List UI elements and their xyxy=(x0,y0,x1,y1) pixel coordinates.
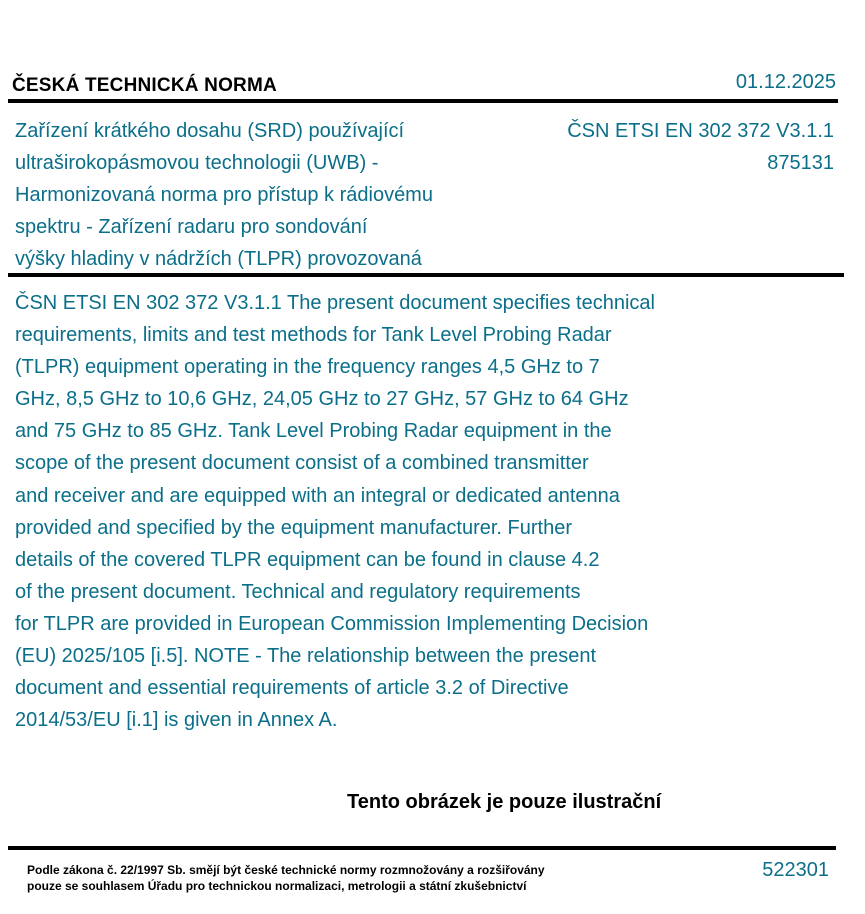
document-type-heading: ČESKÁ TECHNICKÁ NORMA xyxy=(12,75,277,96)
publication-date: 01.12.2025 xyxy=(735,71,836,93)
legal-notice: Podle zákona č. 22/1997 Sb. smějí být české technické normy rozmnožovány a rozšiřovány pouze se souhlasem Úřadu pro technickou normalizaci, metrologii a státní zkušebnictví xyxy=(27,863,545,893)
abstract-text: ČSN ETSI EN 302 372 V3.1.1 The present document specifies technical requirements, limits and test methods for Tank Level Probing Radar (TLPR) equipment operating in the frequency ranges 4,5 GHz to 7 GHz, 8,5 GHz to 10,6 GHz, 24,05 GHz to 27 GHz, 57 GHz to 64 GHz and 75 GHz to 85 GHz. Tank Level Probing Radar equipment in the scope of the present document consist of a combined transmitter and receiver and are equipped with an integral or dedicated antenna provided and specified by the equipment manufacturer. Further details of the covered TLPR equipment can be found in clause 4.2 of the present document. Technical and regulatory requirements for TLPR are provided in European Commission Implementing Decision (EU) 2025/105 [i.5]. NOTE - The relationship between the present document and essential requirements of article 3.2 of Directive 2014/53/EU [i.1] is given in Annex A. xyxy=(15,292,655,732)
top-divider xyxy=(8,99,838,103)
title-divider xyxy=(8,273,844,277)
standard-title: Zařízení krátkého dosahu (SRD) používající ultraširokopásmovou technologii (UWB) - Harmonizovaná norma pro přístup k rádiovému spektru - Zařízení radaru pro sondování výšky hladiny v nádržích (TLPR) provozovaná xyxy=(15,120,433,270)
illustration-notice: Tento obrázek je pouze ilustrační xyxy=(347,791,662,813)
standard-identifier-block xyxy=(567,115,834,179)
standard-code: ČSN ETSI EN 302 372 V3.1.1 xyxy=(567,120,834,142)
footer-divider xyxy=(8,846,836,850)
classification-number: 875131 xyxy=(767,152,834,174)
document-number: 522301 xyxy=(762,859,829,881)
